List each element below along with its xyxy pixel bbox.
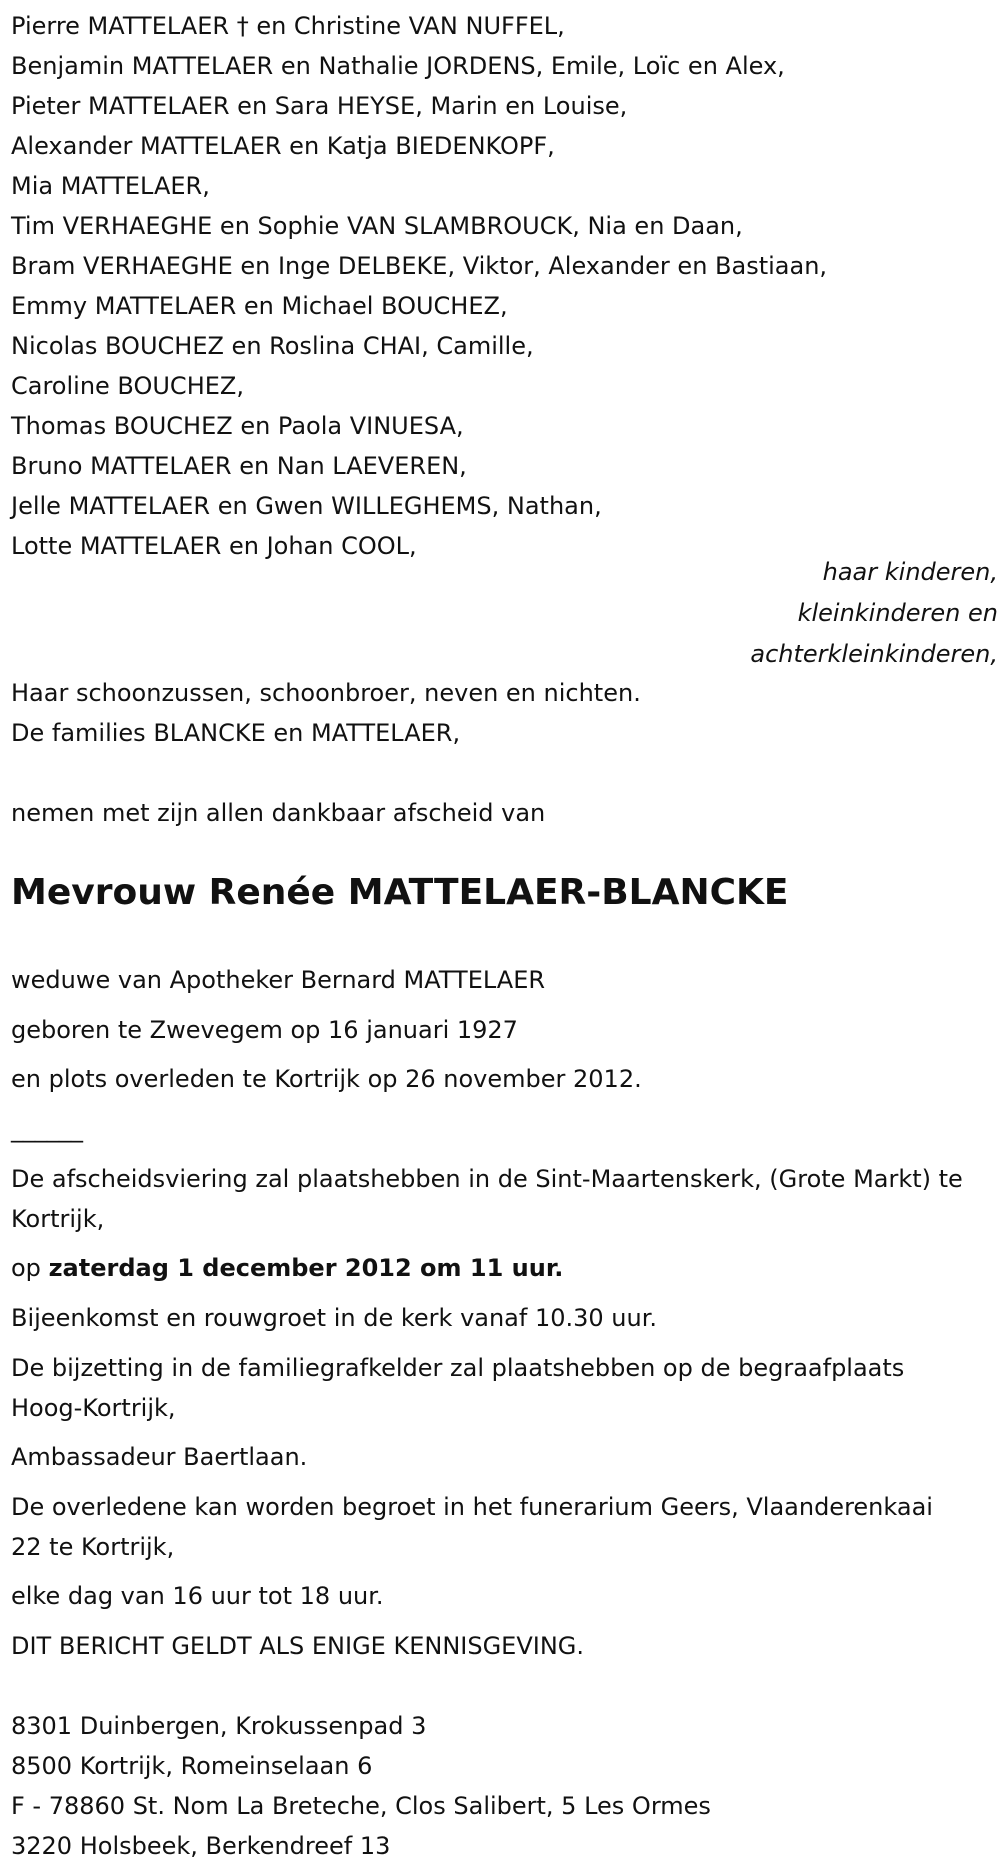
family-line: Caroline BOUCHEZ, — [11, 372, 244, 400]
address-line: 8301 Duinbergen, Krokussenpad 3 — [11, 1712, 427, 1740]
address-line: 3220 Holsbeek, Berkendreef 13 — [11, 1832, 391, 1860]
family-line: Pierre MATTELAER † en Christine VAN NUFFEL, — [11, 12, 565, 40]
visitation-hours: elke dag van 16 uur tot 18 uur. — [11, 1582, 384, 1610]
ceremony-date — [11, 1248, 563, 1288]
separator: ______ — [11, 1115, 83, 1143]
deceased-name: Mevrouw Renée MATTELAER-BLANCKE — [11, 872, 789, 913]
visitation-text: De overledene kan worden begroet in het funerarium Geers, Vlaanderenkaai 22 te Kortrijk, — [11, 1493, 933, 1561]
notice-text: DIT BERICHT GELDT ALS ENIGE KENNISGEVING. — [11, 1632, 585, 1660]
family-line: Tim VERHAEGHE en Sophie VAN SLAMBROUCK, Nia en Daan, — [11, 212, 743, 240]
address-line: 8500 Kortrijk, Romeinselaan 6 — [11, 1752, 373, 1780]
address-line: F - 78860 St. Nom La Breteche, Clos Salibert, 5 Les Ormes — [11, 1792, 711, 1820]
detail-line: weduwe van Apotheker Bernard MATTELAER — [11, 966, 546, 994]
relation-label: kleinkinderen en — [797, 599, 998, 627]
ceremony-date-prefix: op — [11, 1254, 41, 1282]
family-line: Mia MATTELAER, — [11, 172, 210, 200]
detail-line: en plots overleden te Kortrijk op 26 november 2012. — [11, 1065, 642, 1093]
relation-label: achterkleinkinderen, — [750, 640, 998, 668]
family-line: Alexander MATTELAER en Katja BIEDENKOPF, — [11, 132, 555, 160]
detail-line: geboren te Zwevegem op 16 januari 1927 — [11, 1016, 518, 1044]
family-line: Pieter MATTELAER en Sara HEYSE, Marin en Louise, — [11, 92, 628, 120]
family-line: Bram VERHAEGHE en Inge DELBEKE, Viktor, Alexander en Bastiaan, — [11, 252, 828, 280]
burial-text: De bijzetting in de familiegrafkelder zal plaatshebben op de begraafplaats Hoog-Kortrijk, — [11, 1354, 905, 1422]
relation-label: haar kinderen, — [822, 558, 998, 586]
family-line: Nicolas BOUCHEZ en Roslina CHAI, Camille, — [11, 332, 534, 360]
extended-family-line: Haar schoonzussen, schoonbroer, neven en nichten. — [11, 679, 641, 707]
family-line: Benjamin MATTELAER en Nathalie JORDENS, Emile, Loïc en Alex, — [11, 52, 785, 80]
extended-family-line: De families BLANCKE en MATTELAER, — [11, 719, 461, 747]
ceremony-location: De afscheidsviering zal plaatshebben in de Sint-Maartenskerk, (Grote Markt) te Kortrijk, — [11, 1165, 963, 1233]
family-line: Bruno MATTELAER en Nan LAEVEREN, — [11, 452, 467, 480]
gathering-text: Bijeenkomst en rouwgroet in de kerk vanaf 10.30 uur. — [11, 1304, 658, 1332]
intro-text: nemen met zijn allen dankbaar afscheid van — [11, 799, 546, 827]
family-line: Thomas BOUCHEZ en Paola VINUESA, — [11, 412, 464, 440]
ceremony-date-time: zaterdag 1 december 2012 om 11 uur. — [48, 1254, 564, 1282]
family-line: Jelle MATTELAER en Gwen WILLEGHEMS, Nathan, — [11, 492, 602, 520]
family-line: Emmy MATTELAER en Michael BOUCHEZ, — [11, 292, 508, 320]
burial-street: Ambassadeur Baertlaan. — [11, 1443, 308, 1471]
family-line: Lotte MATTELAER en Johan COOL, — [11, 532, 417, 560]
